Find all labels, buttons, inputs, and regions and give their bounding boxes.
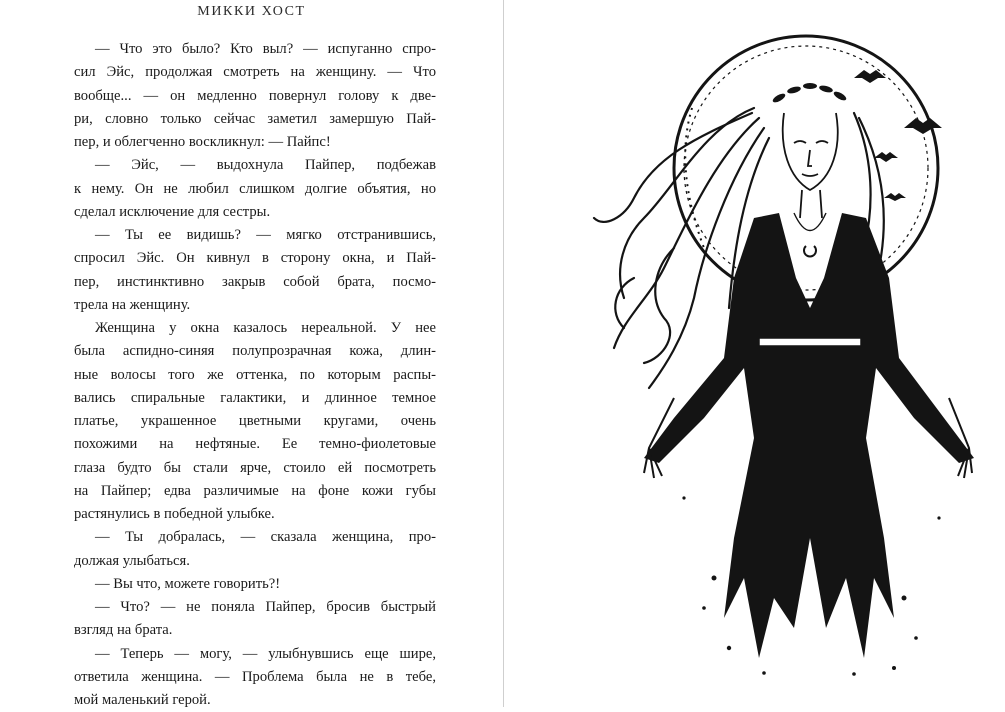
text-line: вались спиральные галактики, и длинное темное [74, 389, 436, 406]
left-page [0, 0, 503, 707]
dark-dress [644, 213, 974, 658]
text-line: — Вы что, можете говорить?! [95, 575, 281, 592]
text-line: — Ты добралась, — сказала женщина, про- [95, 529, 436, 546]
moon-halo [674, 36, 938, 300]
text-line: — Что? — не поняла Пайпер, бросив быстрый [95, 599, 436, 615]
dress-belt [759, 338, 861, 346]
text-line: — Ты ее видишь? — мягко отстранившись, [95, 227, 436, 243]
body-text [74, 38, 436, 712]
text-line: к нему. Он не любил слишком долгие объятия, но [74, 180, 436, 197]
text-line: сил Эйс, продолжая смотреть на женщину. — Что [74, 64, 436, 81]
text-line: пер, и облегченно воскликнул: — Пайпс! [74, 134, 331, 150]
text-line: похожими на нефтяные. Ее темно-фиолетовые [74, 436, 436, 453]
text-line: пер, инстинктивно закрыв собой брата, посмо- [74, 273, 436, 290]
text-line: — Эйс, — выдохнула Пайпер, подбежав [95, 157, 436, 174]
text-line: мой маленький герой. [74, 692, 211, 708]
witch-illustration [554, 18, 974, 678]
text-line: трела на женщину. [74, 296, 191, 313]
laurel-crown [771, 83, 847, 104]
text-line: платье, украшенное цветными кругами, очень [74, 413, 436, 429]
text-line: должая улыбаться. [74, 552, 190, 569]
text-line: сделал исключение для сестры. [74, 203, 271, 220]
face [783, 113, 838, 218]
text-line: глаза будто бы стали ярче, стоило ей посмотреть [74, 459, 436, 476]
text-line: ри, словно только сейчас заметил замершую Пай- [74, 110, 436, 127]
bat-icon [874, 152, 898, 162]
text-line: на Пайпер; едва различимые на фоне кожи губы [74, 482, 436, 499]
right-page [504, 0, 1005, 707]
text-line: ные волосы того же оттенка, по которым распы- [74, 366, 436, 383]
text-line: — Теперь — могу, — улыбнувшись еще шире, [95, 645, 436, 662]
text-line: спросил Эйс. Он кивнул в сторону окна, и Пай- [74, 250, 436, 267]
bat-icon [884, 193, 906, 201]
text-line: взгляд на брата. [74, 622, 173, 639]
text-line: вообще... — он медленно повернул голову к две- [74, 87, 436, 104]
running-head: МИККИ ХОСТ [197, 4, 306, 19]
text-line: была аспидно-синяя полупрозрачная кожа, длин- [74, 343, 436, 360]
bat-icon [854, 70, 886, 83]
text-line: ответила женщина. — Проблема была не в тебе, [74, 668, 436, 685]
necklace [794, 213, 826, 256]
bat-icon [904, 118, 942, 134]
text-line: растянулись в победной улыбке. [74, 506, 275, 522]
text-line: Женщина у окна казалось нереальной. У нее [95, 320, 436, 336]
text-line: — Что это было? Кто выл? — испуганно спро- [95, 41, 436, 57]
